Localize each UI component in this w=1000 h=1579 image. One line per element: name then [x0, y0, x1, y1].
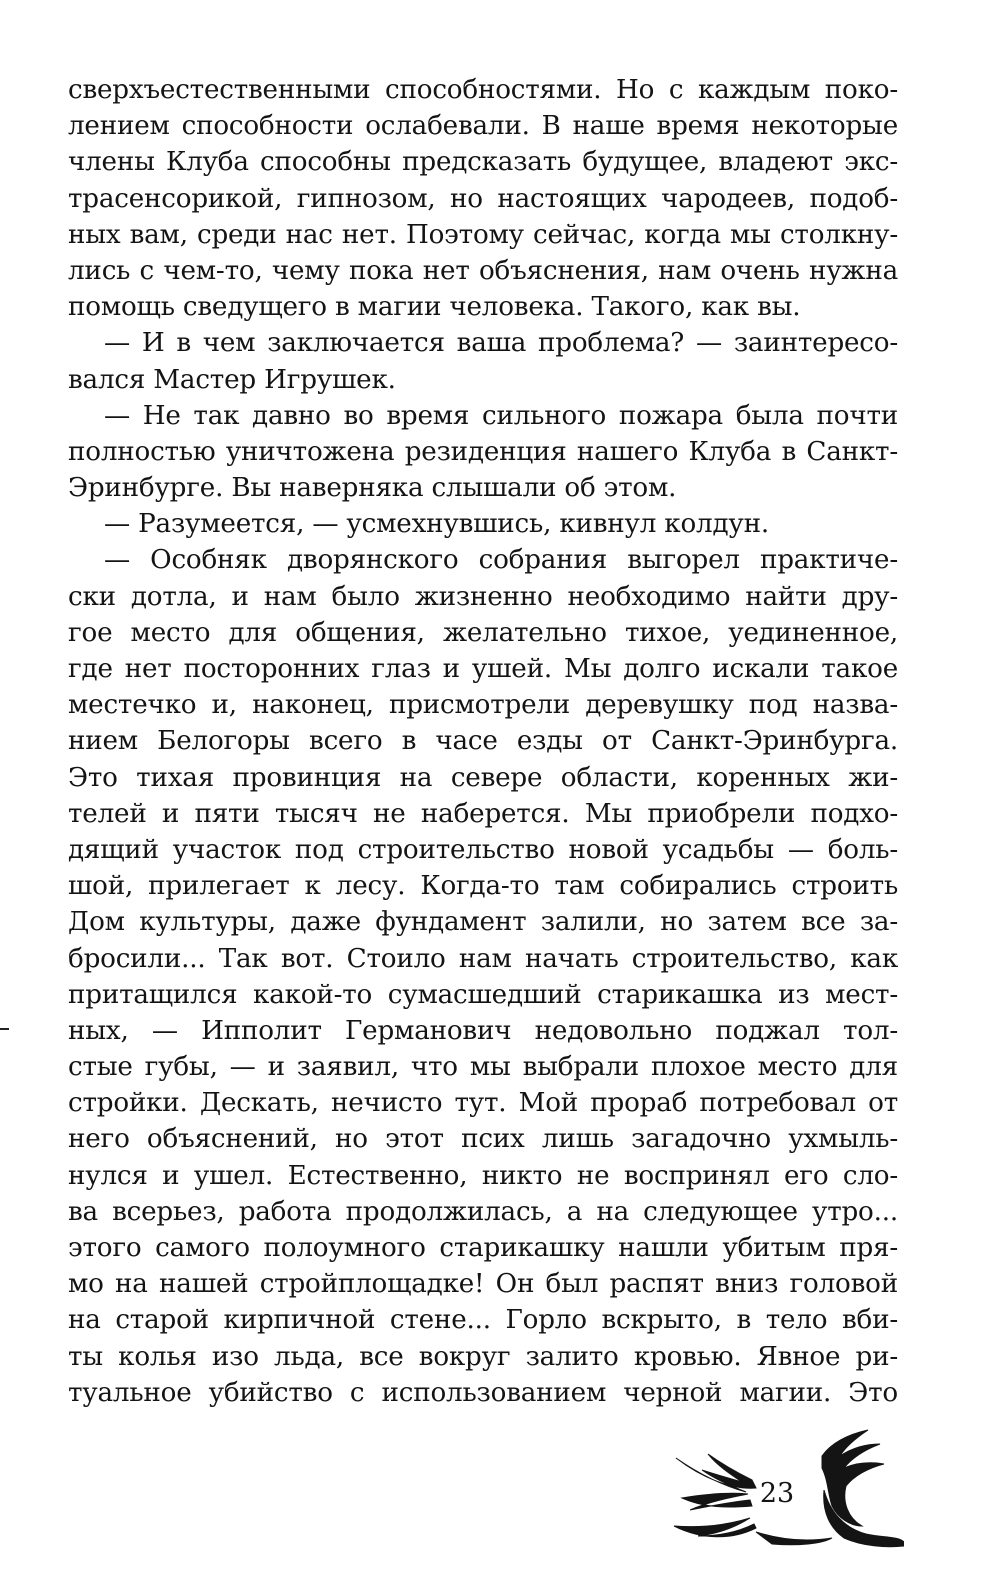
text-line: притащился какой-то сумасшедший старикашка из мест- — [68, 979, 898, 1010]
text-line: стройки. Дескать, нечисто тут. Мой прораб потребовал от — [68, 1088, 898, 1119]
text-line: бросили... Так вот. Стоило нам начать строительство, как — [68, 943, 898, 974]
text-line: — Особняк дворянского собрания выгорел практиче- — [104, 545, 898, 576]
text-line: нулся и ушел. Естественно, никто не воспринял его сло- — [68, 1160, 898, 1191]
page-number: 23 — [759, 1478, 795, 1509]
text-line: вался Мастер Игрушек. — [68, 364, 396, 395]
text-line: Это тихая провинция на севере области, коренных жи- — [68, 762, 898, 793]
text-line: ных вам, среди нас нет. Поэтому сейчас, когда мы столкну- — [68, 219, 898, 250]
text-line: полностью уничтожена резиденция нашего Клуба в Санкт- — [68, 436, 898, 467]
text-line: ва всерьез, работа продолжилась, а на следующее утро... — [68, 1196, 898, 1227]
text-line: этого самого полоумного старикашку нашли убитым пря- — [68, 1233, 898, 1263]
margin-mark — [0, 1028, 9, 1030]
text-line: стые губы, — и заявил, что мы выбрали плохое место для — [68, 1052, 898, 1083]
text-line: ных, — Ипполит Германович недовольно поджал тол- — [68, 1015, 898, 1046]
text-line: нием Белогоры всего в часе езды от Санкт-Эринбурга. — [68, 726, 898, 757]
text-line: дящий участок под строительство новой усадьбы — боль- — [68, 834, 898, 865]
text-line: — Не так давно во время сильного пожара была почти — [104, 400, 898, 431]
text-line: — И в чем заключается ваша проблема? — заинтересо- — [104, 328, 898, 359]
text-line: телей и пяти тысяч не наберется. Мы приобрели подхо- — [68, 798, 898, 829]
text-line: лением способности ослабевали. В наше время некоторые — [68, 111, 898, 142]
text-line: него объяснений, но этот псих лишь загадочно ухмыль- — [68, 1124, 898, 1155]
text-line: ски дотла, и нам было жизненно необходимо найти дру- — [68, 581, 898, 612]
text-line: члены Клуба способны предсказать будущее, владеют экс- — [68, 147, 898, 178]
text-line: лись с чем-то, чему пока нет объяснения, нам очень нужна — [68, 255, 898, 286]
text-line: Эринбурге. Вы наверняка слышали об этом. — [68, 473, 677, 504]
text-line: трасенсорикой, гипнозом, но настоящих чародеев, подоб- — [68, 183, 898, 214]
text-line: гое место для общения, желательно тихое, уединенное, — [68, 617, 898, 648]
body-text — [68, 72, 898, 1411]
text-line: местечко и, наконец, присмотрели деревушку под назва- — [68, 690, 898, 721]
text-line: сверхъестественными способностями. Но с каждым поко- — [68, 75, 898, 105]
text-line: на старой кирпичной стене... Горло вскрыто, в тело вби- — [68, 1305, 898, 1336]
text-line: помощь сведущего в магии человека. Такого, как вы. — [68, 292, 801, 323]
text-line: где нет посторонних глаз и ушей. Мы долго искали такое — [68, 654, 898, 684]
text-line: шой, прилегает к лесу. Когда-то там собирались строить — [68, 871, 898, 902]
text-line: Дом культуры, даже фундамент залили, но затем все за- — [68, 907, 898, 938]
text-line: мо на нашей стройплощадке! Он был распят вниз головой — [68, 1269, 898, 1300]
text-line: — Разумеется, — усмехнувшись, кивнул колдун. — [104, 509, 769, 540]
text-line: туальное убийство с использованием черной магии. Это — [68, 1377, 898, 1408]
text-line: ты колья изо льда, все вокруг залито кровью. Явное ри- — [68, 1341, 898, 1372]
